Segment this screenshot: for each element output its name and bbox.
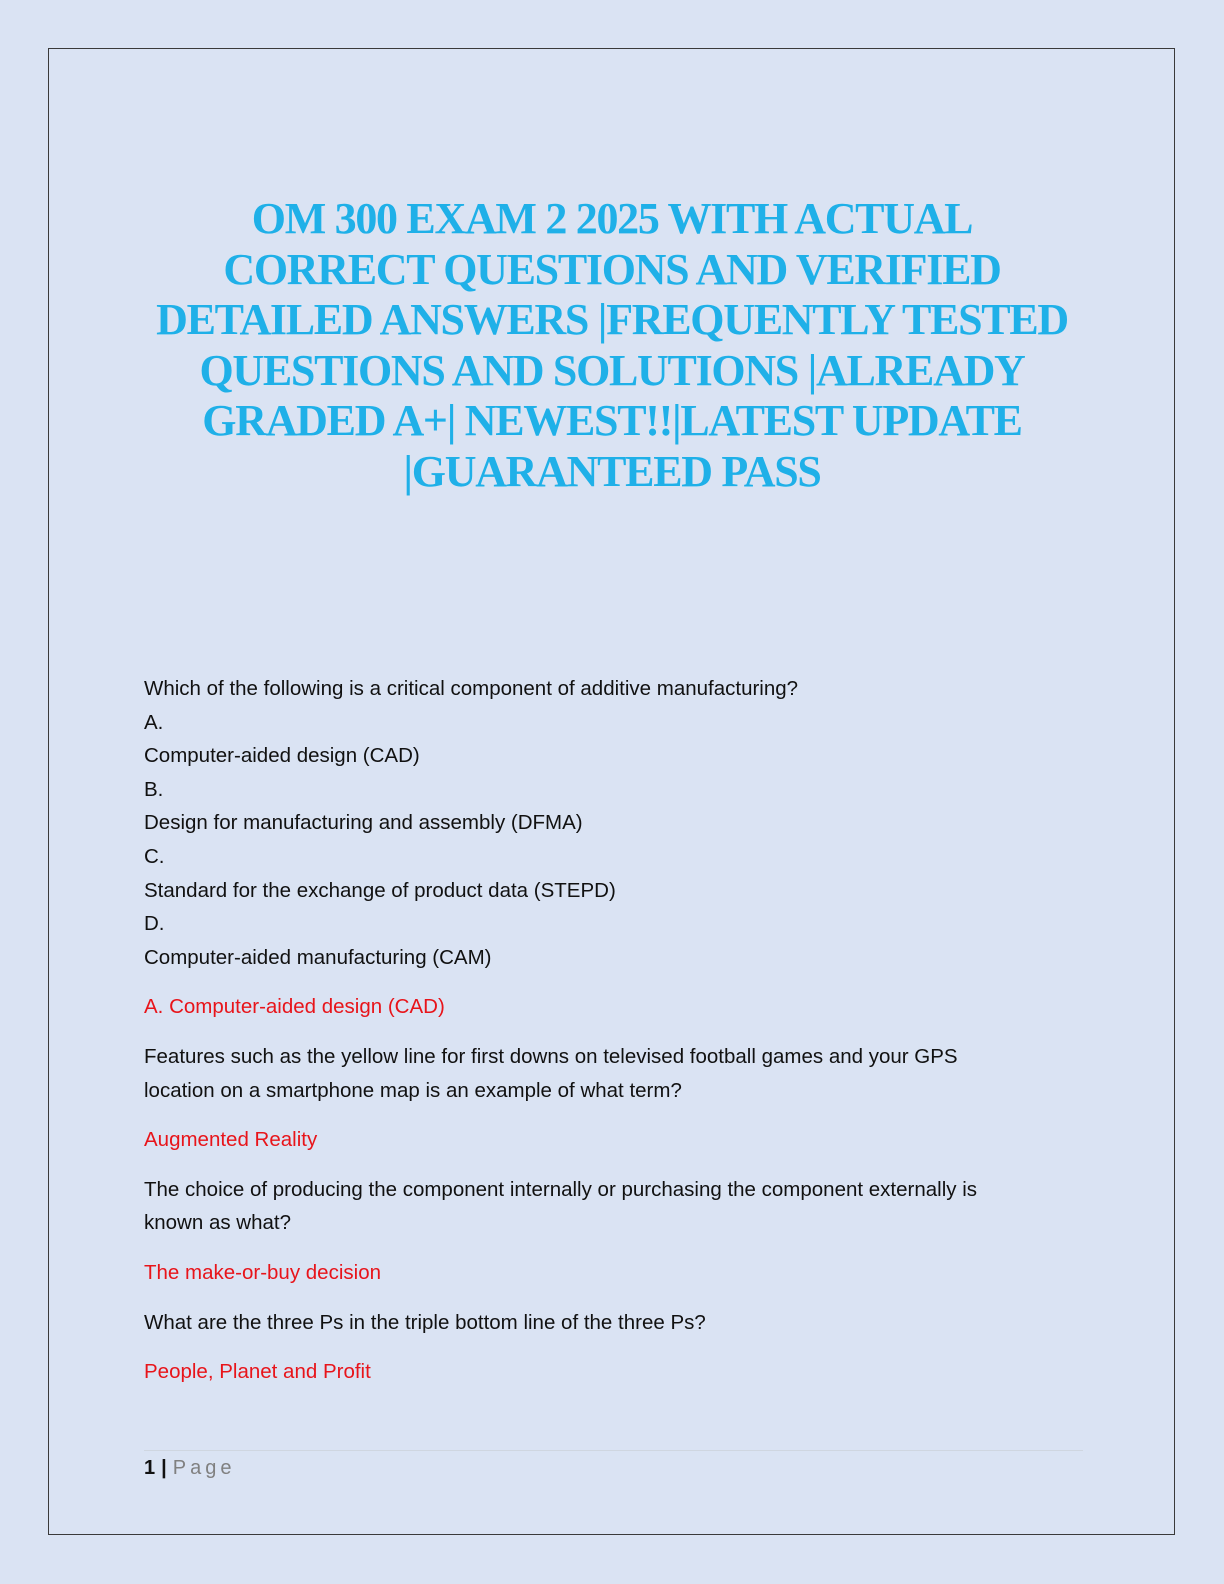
question-line: The choice of producing the component internally or purchasing the component externally is xyxy=(144,1177,978,1201)
title-line: DETAILED ANSWERS |FREQUENTLY TESTED xyxy=(156,295,1068,344)
option-letter: D. xyxy=(144,912,165,936)
footer-separator: | xyxy=(161,1457,167,1479)
question-text xyxy=(144,1173,1074,1240)
title-line: OM 300 EXAM 2 2025 WITH ACTUAL xyxy=(251,194,973,243)
footer-divider xyxy=(144,1450,1083,1451)
option-letter: A. xyxy=(144,710,164,734)
document-title xyxy=(120,194,1104,497)
question-block xyxy=(144,1173,1074,1290)
page-label: Page xyxy=(172,1457,236,1479)
answer-text: The make-or-buy decision xyxy=(144,1260,381,1284)
question-block xyxy=(144,1040,1074,1157)
question-line: location on a smartphone map is an example of what term? xyxy=(144,1078,682,1102)
question-block xyxy=(144,672,1074,1024)
option-text: Computer-aided manufacturing (CAM) xyxy=(144,945,492,969)
answer-text: People, Planet and Profit xyxy=(144,1360,371,1384)
title-line: QUESTIONS AND SOLUTIONS |ALREADY xyxy=(199,345,1025,395)
question-block xyxy=(144,1306,1074,1389)
question-text: Which of the following is a critical component of additive manufacturing? xyxy=(144,677,799,700)
option-letter: C. xyxy=(144,844,165,868)
questions-section xyxy=(144,672,1074,1389)
answer-text: A. Computer-aided design (CAD) xyxy=(144,995,445,1019)
page-footer xyxy=(144,1454,235,1482)
option-text: Computer-aided design (CAD) xyxy=(144,744,420,768)
answer-text: Augmented Reality xyxy=(144,1128,318,1152)
title-line: |GUARANTEED PASS xyxy=(403,446,821,496)
title-line: CORRECT QUESTIONS AND VERIFIED xyxy=(223,244,1001,294)
option-letter: B. xyxy=(144,777,164,801)
page-number: 1 xyxy=(144,1457,156,1479)
question-line: known as what? xyxy=(144,1211,292,1235)
question-text xyxy=(144,1040,1074,1107)
question-line: Features such as the yellow line for first downs on televised football games and your GPS xyxy=(144,1044,958,1068)
title-line: GRADED A+| NEWEST!!|LATEST UPDATE xyxy=(202,396,1022,445)
option-text: Design for manufacturing and assembly (DFMA) xyxy=(144,811,583,835)
option-text: Standard for the exchange of product data (STEPD) xyxy=(144,878,616,902)
question-text: What are the three Ps in the triple bottom line of the three Ps? xyxy=(144,1310,706,1334)
